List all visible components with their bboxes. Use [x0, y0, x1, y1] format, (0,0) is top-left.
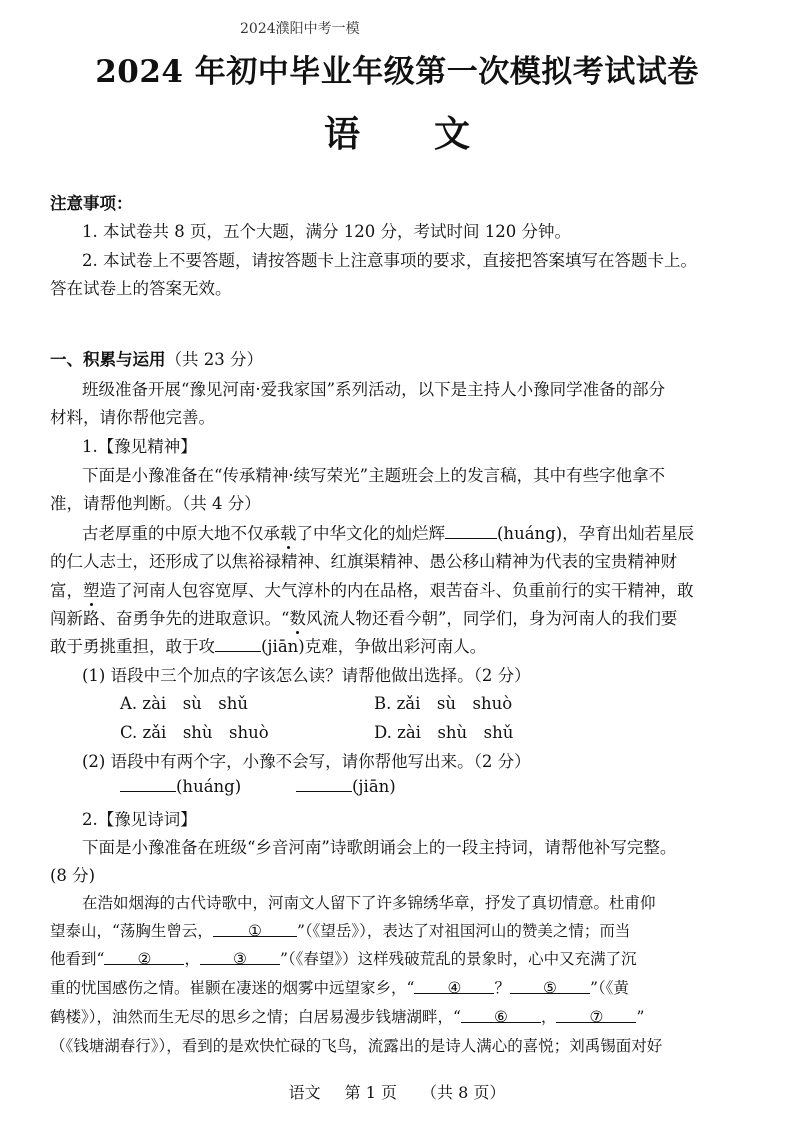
- poem-blank-2: ②: [104, 950, 184, 965]
- answer-blank: [120, 777, 176, 792]
- footer-page: 第 1 页: [344, 1083, 397, 1102]
- question-1-desc-2: 准，请帮他判断。（共 4 分）: [50, 494, 261, 513]
- question-2-title: 2.【豫见诗词】: [82, 810, 197, 829]
- poem-blank-5: ⑤: [510, 979, 590, 994]
- notice-item-2: 2. 本试卷上不要答题，请按答题卡上注意事项的要求，直接把答案填写在答题卡上。: [82, 251, 697, 270]
- section-title: 一、积累与运用: [50, 350, 166, 369]
- page-footer: [0, 1080, 794, 1103]
- option-a: A. zài sù shǔ: [120, 694, 249, 713]
- sub-question-2: (2) 语段中有两个字，小豫不会写，请你帮他写出来。（2 分）: [82, 752, 531, 771]
- option-d: D. zài shù shǔ: [374, 723, 514, 742]
- passage-line-4: 闯新路、奋勇争先的进取意识。“数风流人物还看今朝”，同学们，身为河南人的我们要: [50, 609, 678, 628]
- answer-line-huang: (huáng): [120, 777, 241, 796]
- question-2-score: (8 分): [50, 866, 96, 885]
- section-intro-2: 材料，请你帮他完善。: [50, 408, 215, 427]
- poem-blank-6: ⑥: [461, 1008, 541, 1023]
- poem-line-5: 鹤楼》），油然而生无尽的思乡之情；白居易漫步钱塘湖畔，“ ⑥ ， ⑦ ”: [50, 1008, 645, 1026]
- poem-line-6: （《钱塘湖春行》），看到的是欢快忙碌的飞鸟，流露出的是诗人满心的喜悦；刘禹锡面对好: [50, 1037, 663, 1055]
- notice-heading: 注意事项：: [50, 194, 133, 213]
- option-c: C. zǎi shù shuò: [120, 723, 269, 742]
- exam-title: 2024 年初中毕业年级第一次模拟考试试卷: [95, 54, 699, 90]
- poem-blank-7: ⑦: [556, 1008, 636, 1023]
- subject-title: 语文: [323, 113, 544, 155]
- passage-line-1: 古老厚重的中原大地不仅承载了中华文化的灿烂辉 (huáng)，孕育出灿若星辰: [82, 524, 695, 543]
- dotted-char-zai: 载: [280, 524, 297, 543]
- section-heading: [50, 346, 263, 370]
- sub-question-1: (1) 语段中三个加点的字该怎么读？请帮他做出选择。（2 分）: [82, 666, 531, 685]
- passage-line-5: 敢于勇挑重担，敢于攻 (jiān)克难，争做出彩河南人。: [50, 637, 487, 656]
- section-intro-1: 班级准备开展“豫见河南·爱我家国”系列活动，以下是主持人小豫同学准备的部分: [82, 380, 666, 399]
- poem-blank-4: ④: [414, 979, 494, 994]
- poem-line-3: 他看到“ ② ， ③ ”（《春望》）这样残破荒乱的景象时，心中又充满了沉: [50, 950, 637, 968]
- poem-line-4: 重的忧国感伤之情。崔颢在凄迷的烟雾中远望家乡，“ ④ ？ ⑤ ”（《黄: [50, 979, 629, 997]
- poem-blank-3: ③: [200, 950, 280, 965]
- poem-blank-1: ①: [213, 922, 297, 937]
- answer-blank: [296, 777, 352, 792]
- poem-line-2: 望泰山，“荡胸生曾云， ① ”（《望岳》），表达了对祖国河山的赞美之情；而当: [50, 922, 631, 940]
- dotted-char-shu: 数: [289, 609, 306, 628]
- answer-line-jian: (jiān): [296, 777, 396, 796]
- option-b: B. zǎi sù shuò: [374, 694, 513, 713]
- dotted-char-su: 塑: [83, 581, 100, 600]
- answer-blank-jian: [215, 637, 261, 652]
- poem-line-1: 在浩如烟海的古代诗歌中，河南文人留下了许多锦绣华章，抒发了真切情意。杜甫仰: [82, 894, 656, 912]
- question-1-desc-1: 下面是小豫准备在“传承精神·续写荣光”主题班会上的发言稿，其中有些字他拿不: [82, 466, 666, 485]
- question-1-title: 1.【豫见精神】: [82, 437, 197, 456]
- section-score: （共 23 分）: [165, 350, 263, 369]
- answer-blank-huang: [445, 524, 497, 539]
- exam-tag: 2024濮阳中考一模: [240, 21, 360, 37]
- passage-line-3: 富，塑造了河南人包容宽厚、大气淳朴的内在品格，艰苦奋斗、负重前行的实干精神，敢: [50, 581, 694, 600]
- footer-subject: 语文: [288, 1083, 321, 1102]
- question-2-desc: 下面是小豫准备在班级“乡音河南”诗歌朗诵会上的一段主持词，请帮他补写完整。: [82, 838, 677, 857]
- notice-item-2-cont: 答在试卷上的答案无效。: [50, 279, 232, 298]
- footer-total: （共 8 页）: [421, 1083, 506, 1102]
- passage-line-2: 的仁人志士，还形成了以焦裕禄精神、红旗渠精神、愚公移山精神为代表的宝贵精神财: [50, 552, 677, 571]
- notice-item-1: 1. 本试卷共 8 页，五个大题，满分 120 分，考试时间 120 分钟。: [82, 222, 571, 241]
